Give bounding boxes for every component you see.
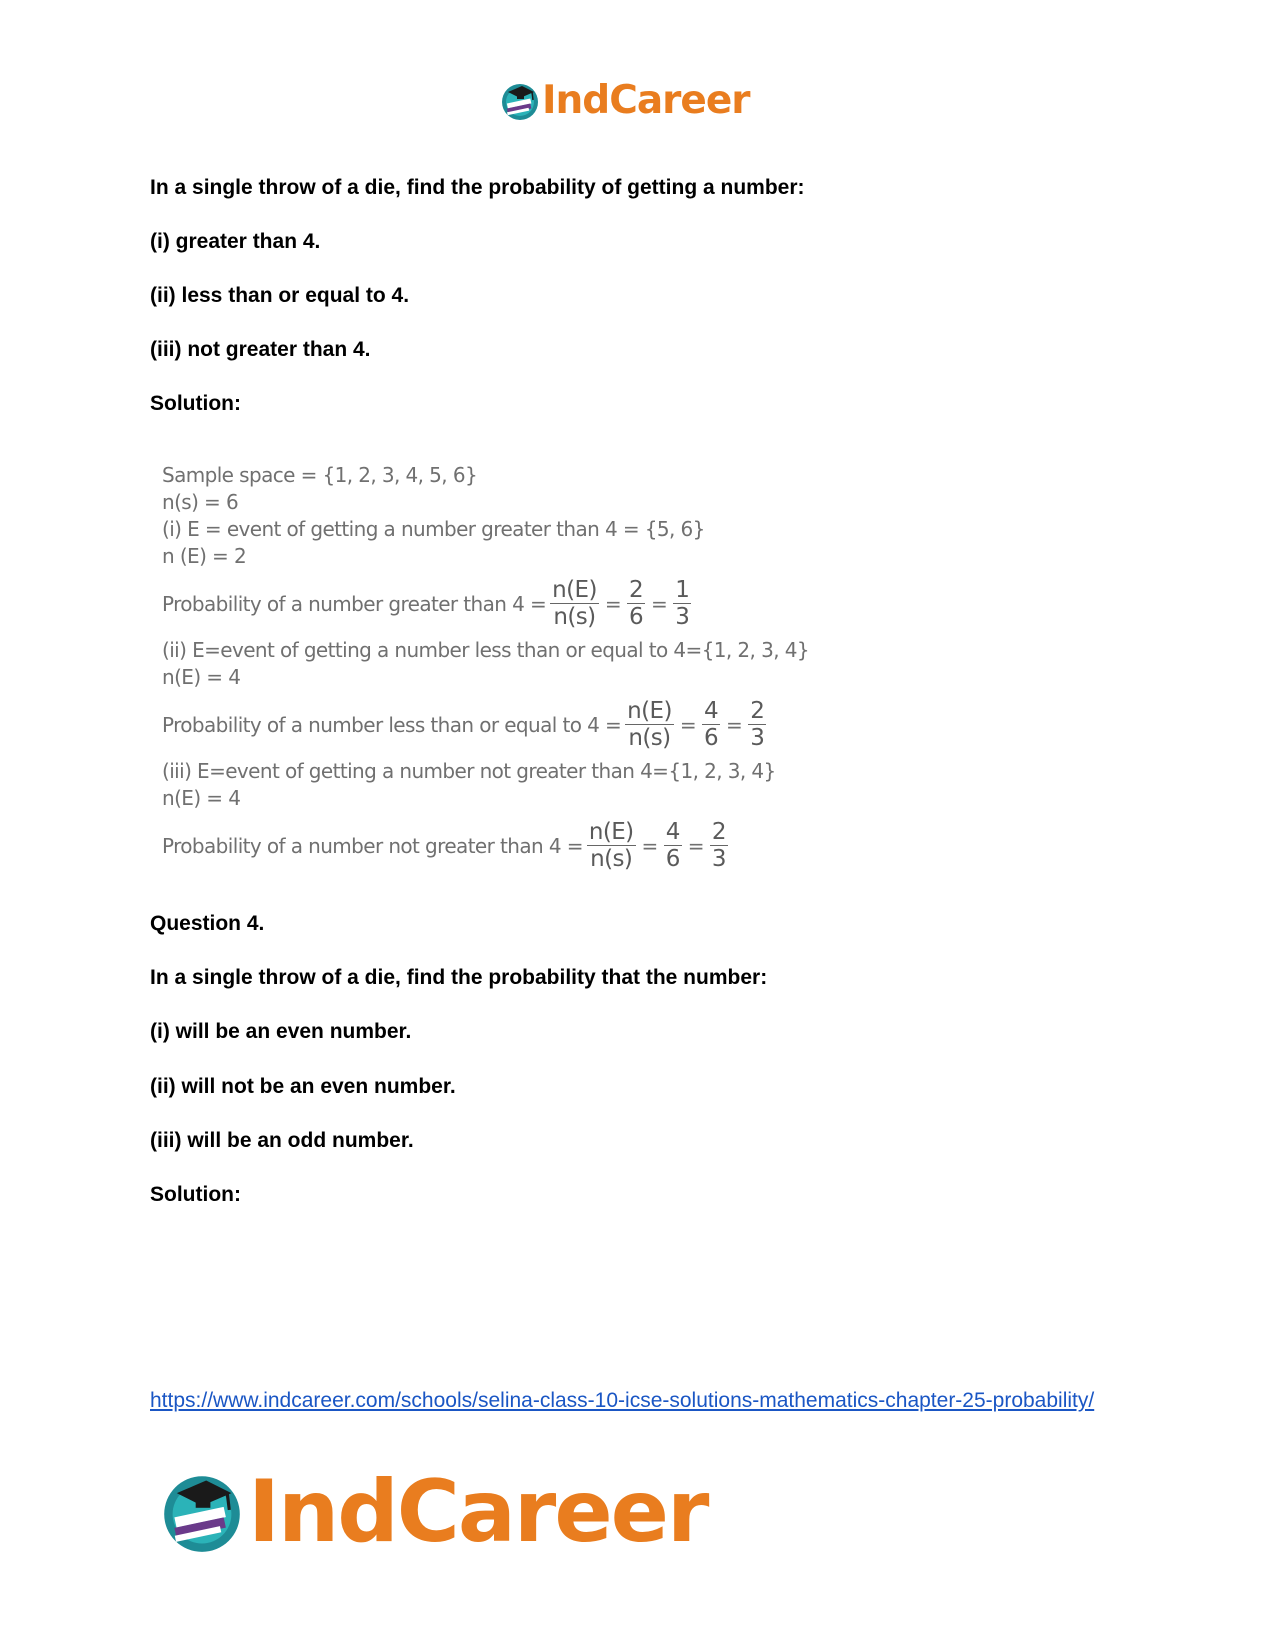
equals-sign: = [679, 712, 696, 737]
fraction [702, 698, 720, 751]
equation-label: Probability of a number not greater than 4 = [162, 833, 583, 858]
fraction [673, 577, 691, 630]
brand-name: IndCareer [542, 78, 750, 123]
fraction [587, 819, 636, 872]
question-part-iii: (iii) will be an odd number. [150, 1129, 414, 1152]
equals-sign: = [687, 833, 704, 858]
solution-line: (iii) E=event of getting a number not greater than 4={1, 2, 3, 4} [162, 759, 776, 783]
denominator: 6 [628, 604, 644, 630]
numerator: 2 [628, 577, 644, 603]
equals-sign: = [726, 712, 743, 737]
numerator: n(E) [588, 819, 634, 845]
equals-sign: = [604, 591, 621, 616]
denominator: n(s) [553, 604, 596, 630]
fraction [550, 577, 599, 630]
question-part-ii: (ii) less than or equal to 4. [150, 284, 410, 307]
denominator: 6 [665, 846, 680, 872]
question-title: Question 4. [150, 912, 265, 935]
probability-equation [162, 570, 809, 637]
equation-label: Probability of a number less than or equal to 4 = [162, 712, 622, 737]
numerator: 4 [665, 819, 680, 845]
equation-label: Probability of a number greater than 4 = [162, 591, 547, 616]
denominator: 3 [750, 725, 765, 751]
source-link[interactable]: https://www.indcareer.com/schools/selina-class-10-icse-solutions-mathematics-chapter-25-probability/ [150, 1389, 1095, 1412]
probability-equation [162, 812, 809, 879]
numerator: 2 [750, 698, 765, 724]
question-part-iii: (iii) not greater than 4. [150, 338, 371, 361]
probability-equation [162, 691, 809, 758]
fraction [664, 819, 682, 872]
denominator: n(s) [628, 725, 671, 751]
question-stem: In a single throw of a die, find the probability that the number: [150, 966, 768, 989]
denominator: 6 [703, 725, 719, 751]
footer-logo [160, 1462, 707, 1562]
header-logo [500, 78, 750, 123]
question-part-i: (i) greater than 4. [150, 230, 321, 253]
solution-label: Solution: [150, 392, 241, 415]
graduation-book-icon [160, 1470, 244, 1554]
solution-line: (i) E = event of getting a number greater than 4 = {5, 6} [162, 517, 705, 541]
fraction [627, 577, 645, 630]
solution-block [162, 462, 809, 879]
equals-sign: = [641, 833, 658, 858]
question-part-i: (i) will be an even number. [150, 1020, 412, 1043]
numerator: 1 [675, 577, 690, 603]
numerator: 2 [711, 819, 726, 845]
fraction [625, 698, 674, 751]
denominator: 3 [675, 604, 690, 630]
fraction [748, 698, 766, 751]
solution-line: Sample space = {1, 2, 3, 4, 5, 6} [162, 463, 478, 487]
solution-label: Solution: [150, 1183, 241, 1206]
denominator: n(s) [590, 846, 633, 872]
numerator: 4 [703, 698, 719, 724]
numerator: n(E) [552, 577, 597, 603]
solution-line: n(E) = 4 [162, 665, 241, 689]
solution-line: n(E) = 4 [162, 786, 241, 810]
equals-sign: = [651, 591, 668, 616]
question-part-ii: (ii) will not be an even number. [150, 1075, 456, 1098]
solution-line: (ii) E=event of getting a number less than or equal to 4={1, 2, 3, 4} [162, 638, 809, 662]
denominator: 3 [711, 846, 726, 872]
graduation-book-icon [500, 81, 540, 121]
brand-name: IndCareer [248, 1462, 708, 1562]
solution-line: n(s) = 6 [162, 490, 239, 514]
fraction [710, 819, 728, 872]
solution-line: n (E) = 2 [162, 544, 247, 568]
question-stem: In a single throw of a die, find the probability of getting a number: [150, 176, 805, 199]
numerator: n(E) [627, 698, 672, 724]
